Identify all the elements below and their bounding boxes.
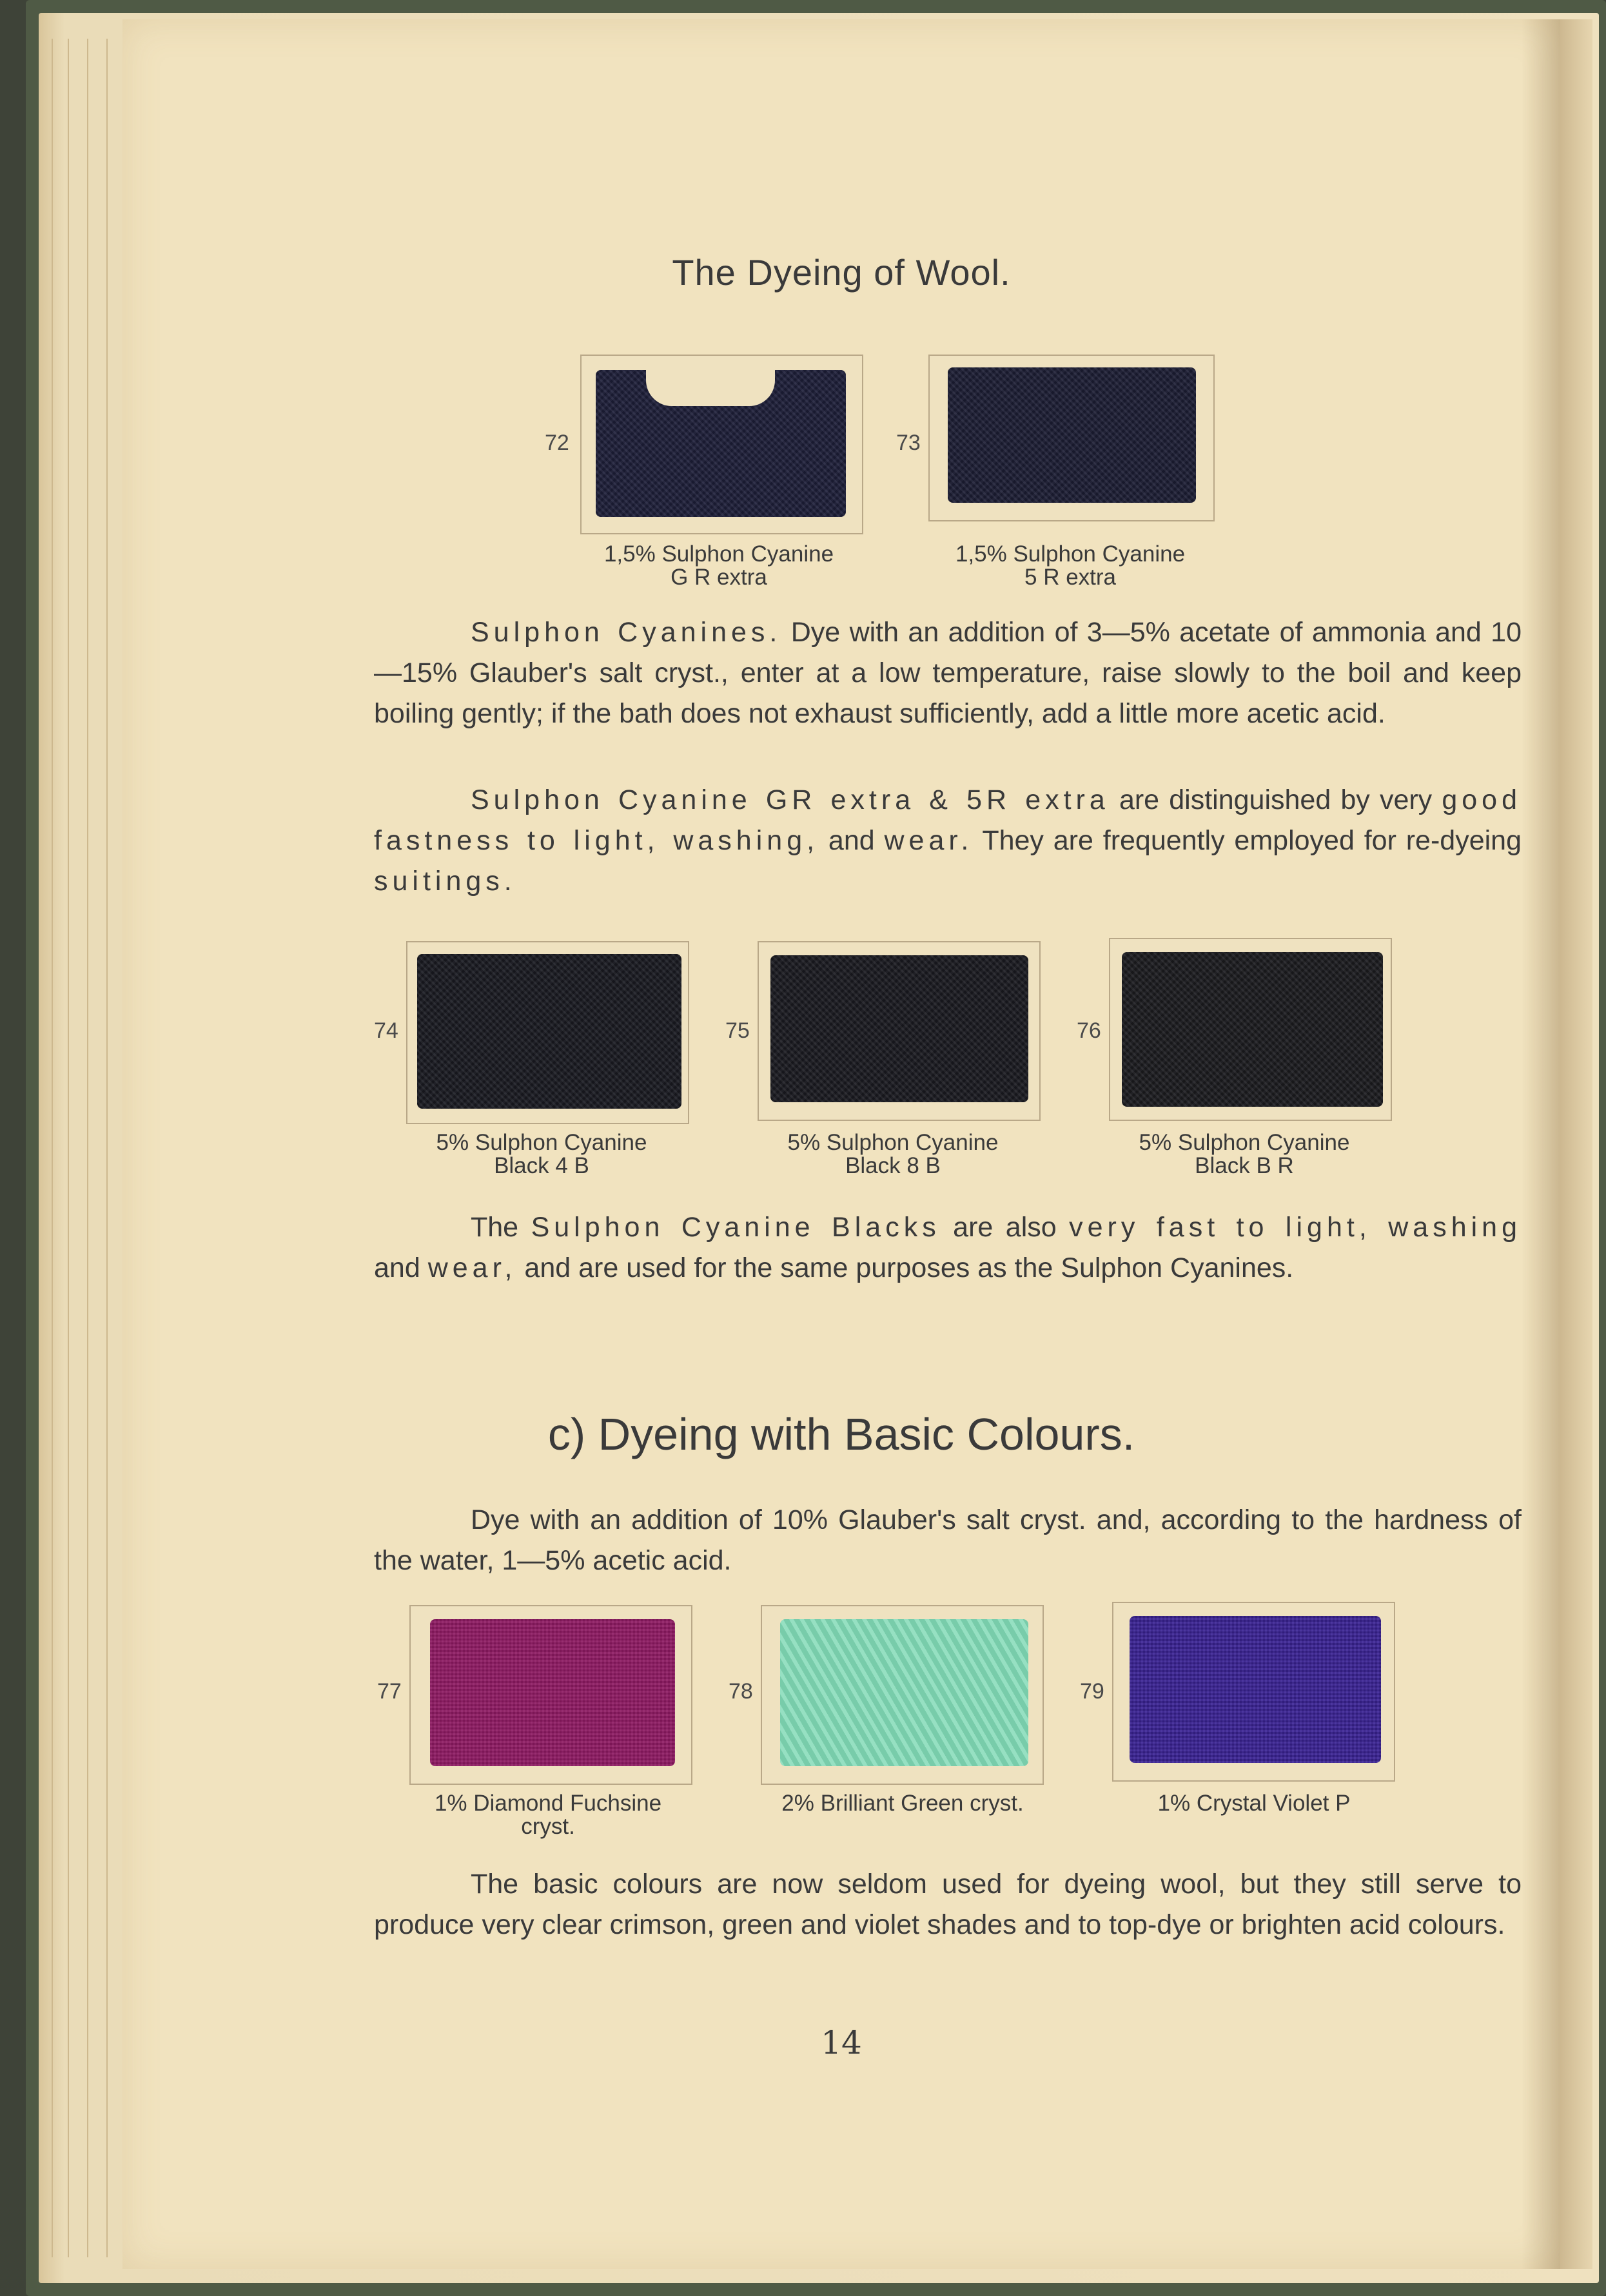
wool-swatch-76 — [1122, 952, 1383, 1107]
sample-caption-75 — [706, 1131, 1080, 1178]
page-edge — [52, 39, 53, 2257]
caption-line: 1,5% Sulphon Cyanine — [955, 541, 1186, 567]
paragraph-text: Dye with an addition of 3—5% acetate of ammonia and 10—15% Glauber's salt cryst., enter at a low temperature, raise slowly to the boil and keep boiling gently; if the bath does not exhaust sufficiently, add a little more acetic acid. — [374, 617, 1522, 729]
sample-caption-73 — [877, 543, 1264, 589]
page-gutter — [1522, 19, 1560, 2269]
paragraph-lead: Sulphon Cyanines. — [471, 617, 782, 648]
sample-card-75 — [758, 941, 1041, 1121]
sample-caption-72 — [529, 543, 909, 589]
paragraph-cyanine-blacks — [374, 1207, 1522, 1289]
section-title: c) Dyeing with Basic Colours. — [547, 1409, 1135, 1459]
wool-swatch-79 — [1130, 1616, 1381, 1763]
sample-caption-77 — [361, 1792, 735, 1838]
caption-line: 1,5% Sulphon Cyanine — [603, 541, 834, 567]
sample-caption-74 — [355, 1131, 729, 1178]
emphasis-text: wear, — [427, 1252, 517, 1283]
emphasis-text: Sulphon Cyanine Blacks — [531, 1212, 941, 1243]
caption-line: cryst. — [521, 1814, 575, 1839]
sample-number: 74 — [374, 1018, 398, 1043]
wool-swatch-74 — [417, 954, 681, 1109]
paragraph-text: are also — [940, 1212, 1070, 1243]
paragraph-text: and — [374, 1252, 428, 1283]
caption-line: Black 8 B — [845, 1153, 941, 1178]
sample-number: 76 — [1077, 1018, 1101, 1043]
caption-line: 5% Sulphon Cyanine — [1139, 1130, 1350, 1155]
sample-caption-79 — [1061, 1792, 1447, 1815]
sample-card-73 — [928, 355, 1215, 521]
page-title: The Dyeing of Wool. — [672, 252, 1011, 293]
sample-caption-78 — [709, 1792, 1096, 1815]
caption-line: 1% Diamond Fuchsine — [434, 1791, 662, 1816]
paragraph-text: The basic colours are now seldom used for dyeing wool, but they still serve to produce very clear crimson, green and violet shades and to top-dye or brighten acid colours. — [374, 1869, 1522, 1940]
wool-swatch-78 — [780, 1619, 1028, 1766]
caption-line: 1% Crystal Violet P — [1157, 1791, 1351, 1816]
paragraph-text: and — [819, 825, 885, 856]
sample-card-74 — [406, 941, 689, 1124]
page-edge — [106, 39, 108, 2257]
sample-card-79 — [1112, 1602, 1395, 1782]
page-number: 14 — [821, 2024, 862, 2061]
caption-line: Black 4 B — [494, 1153, 589, 1178]
page-edge — [87, 39, 88, 2257]
sample-number: 78 — [729, 1679, 753, 1704]
paragraph-fastness — [374, 780, 1522, 902]
sample-card-77 — [409, 1605, 692, 1785]
emphasis-text: Sulphon Cyanine GR extra & 5R extra — [471, 784, 1110, 815]
emphasis-text: very fast to light, washing — [1069, 1212, 1522, 1243]
emphasis-text: suitings. — [374, 866, 516, 897]
sample-number: 72 — [545, 431, 569, 455]
caption-line: G R extra — [671, 565, 767, 590]
sample-number: 77 — [377, 1679, 402, 1704]
facing-page-edge — [1560, 19, 1592, 2269]
caption-line: 5% Sulphon Cyanine — [436, 1130, 647, 1155]
paragraph-text: Dye with an addition of 10% Glauber's salt cryst. and, according to the hardness of the water, 1—5% acetic acid. — [374, 1504, 1522, 1576]
paragraph-text: and are used for the same purposes as the Sulphon Cyanines. — [516, 1252, 1294, 1283]
book-page — [122, 19, 1560, 2269]
swatch-damage — [646, 367, 775, 406]
paragraph-basic-use — [374, 1864, 1522, 1945]
paragraph-basic-colours — [374, 1500, 1522, 1581]
wool-swatch-77 — [430, 1619, 675, 1766]
caption-line: 5% Sulphon Cyanine — [787, 1130, 999, 1155]
paragraph-sulphon-cyanines — [374, 612, 1522, 734]
sample-card-76 — [1109, 938, 1392, 1121]
paragraph-text: The — [471, 1212, 531, 1243]
sample-number: 73 — [896, 431, 921, 455]
sample-number: 75 — [725, 1018, 750, 1043]
sample-card-72 — [580, 355, 863, 534]
sample-caption-76 — [1057, 1131, 1431, 1178]
caption-line: Black B R — [1195, 1153, 1294, 1178]
paragraph-text: They are frequently employed for re-dyeing — [973, 825, 1522, 856]
page-edge — [68, 39, 69, 2257]
emphasis-text: wear. — [884, 825, 974, 856]
caption-line: 2% Brilliant Green cryst. — [781, 1791, 1024, 1816]
wool-swatch-75 — [770, 955, 1028, 1102]
caption-line: 5 R extra — [1024, 565, 1116, 590]
wool-swatch-73 — [948, 367, 1196, 503]
sample-card-78 — [761, 1605, 1044, 1785]
emphasis-text: good fastness to light, washing, — [374, 784, 1522, 856]
sample-number: 79 — [1080, 1679, 1104, 1704]
paragraph-text: are distinguished by very — [1109, 784, 1442, 815]
